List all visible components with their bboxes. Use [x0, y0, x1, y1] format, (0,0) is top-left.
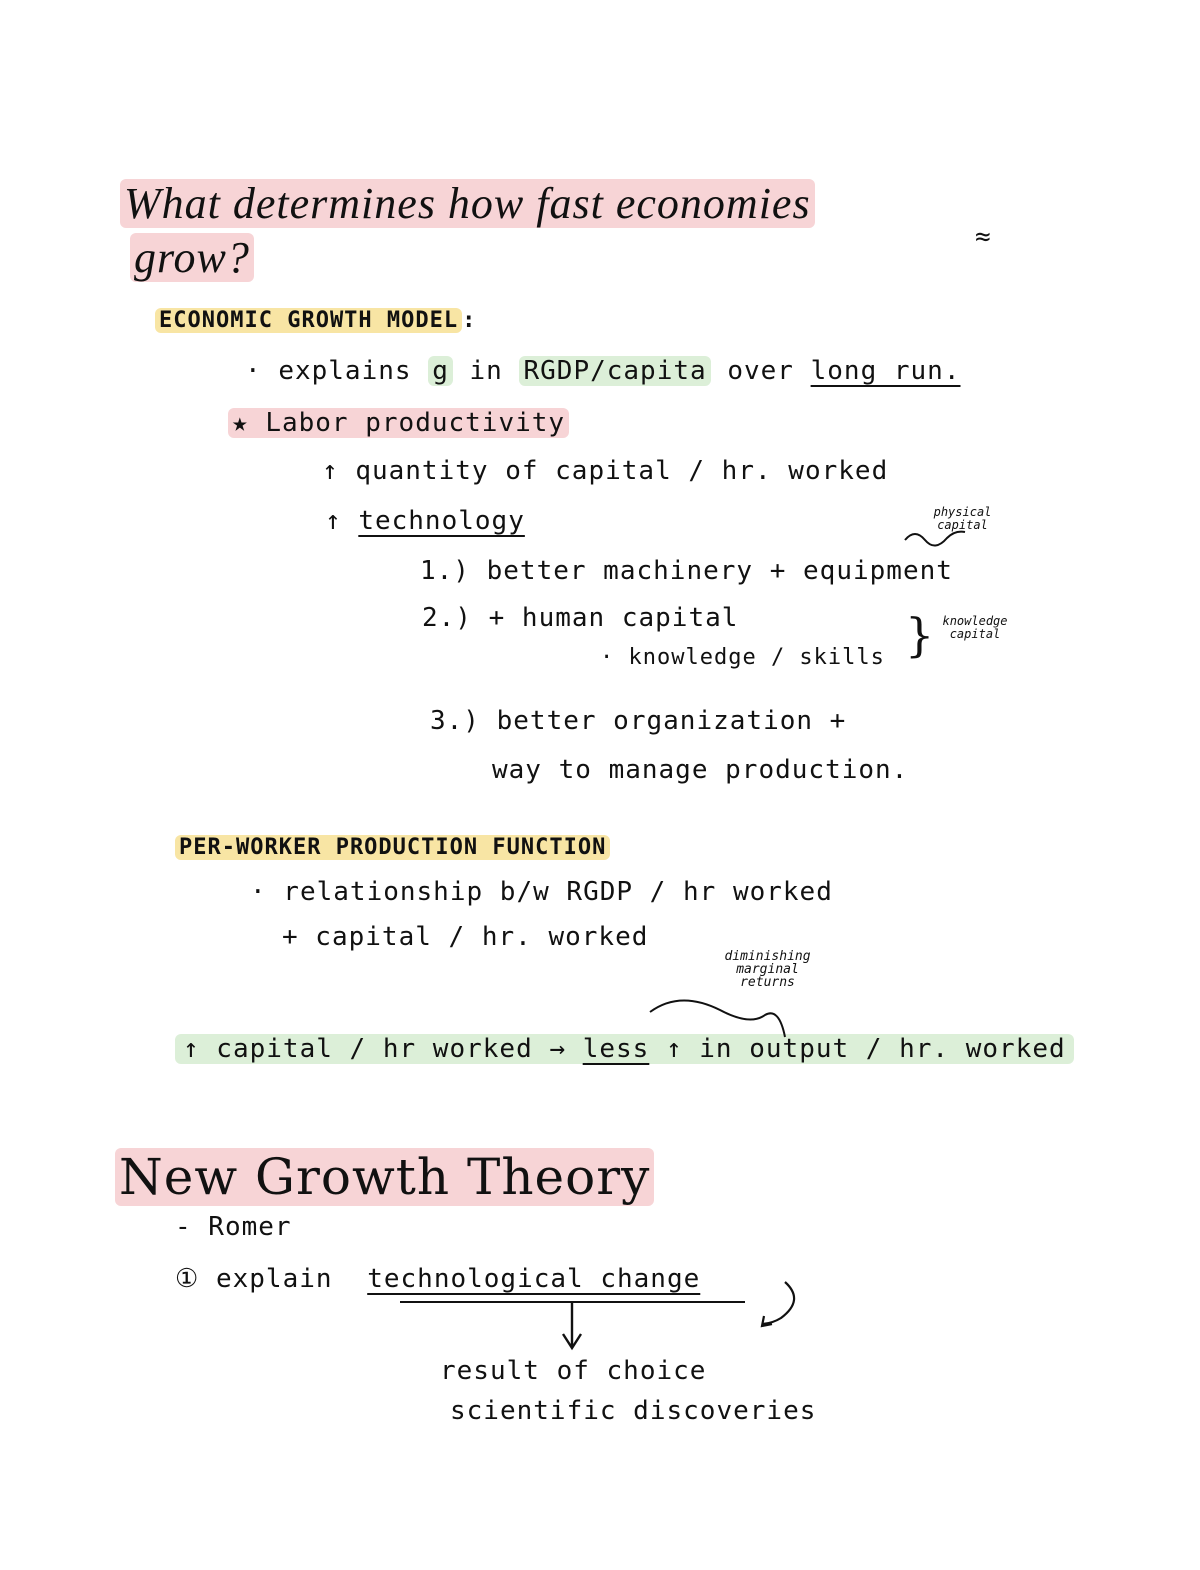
section-heading-growth-model: ECONOMIC GROWTH MODEL : [155, 308, 476, 333]
star-icon: ★ [232, 408, 249, 438]
physical-capital-note: physical capital [933, 505, 992, 532]
approx-mark-icon: ≈ [975, 222, 991, 252]
diminishing-returns-note: diminishing marginal returns [724, 949, 811, 990]
list-item-1: 1.) better machinery + equipment [420, 556, 953, 586]
explains-line: · explains g in RGDP/capita over long run. [245, 356, 961, 386]
up-arrow-icon: ↑ [325, 506, 342, 536]
new-growth-theory-title: New Growth Theory [115, 1148, 654, 1206]
up-arrow-icon: ↑ [322, 456, 339, 486]
list-item-3: 3.) better organization + [430, 706, 847, 736]
hook-arrow-icon [762, 1282, 794, 1326]
section-heading-per-worker: PER-WORKER PRODUCTION FUNCTION [175, 835, 610, 860]
result-line-continued: scientific discoveries [450, 1396, 817, 1426]
list-item-3-continued: way to manage production. [492, 755, 909, 785]
title-line-2: grow? [130, 233, 254, 282]
author-line: - Romer [175, 1212, 292, 1242]
right-brace-icon: } [905, 608, 935, 662]
relationship-line: · relationship b/w RGDP / hr worked [250, 877, 833, 907]
capital-output-statement: ↑ capital / hr worked → less ↑ in output / hr. worked [175, 1034, 1074, 1064]
bullet-icon: · [245, 356, 262, 386]
result-line: result of choice [440, 1356, 707, 1386]
down-arrow-icon [563, 1303, 581, 1348]
relationship-line-continued: + capital / hr. worked [282, 922, 649, 952]
explain-line: ① explain technological change [175, 1264, 701, 1294]
curly-brace-icon [650, 1000, 785, 1037]
technology-line: ↑ technology [325, 506, 525, 536]
list-item-2-sub: · knowledge / skills [600, 645, 885, 670]
quantity-capital-line: ↑ quantity of capital / hr. worked [322, 456, 889, 486]
knowledge-capital-note: knowledge capital [942, 614, 1008, 641]
list-item-2: 2.) + human capital [422, 603, 739, 633]
physical-capital-squiggle-icon [905, 532, 965, 546]
labor-productivity-line: ★ Labor productivity [228, 408, 569, 438]
title-line-1: What determines how fast economies [120, 179, 815, 228]
